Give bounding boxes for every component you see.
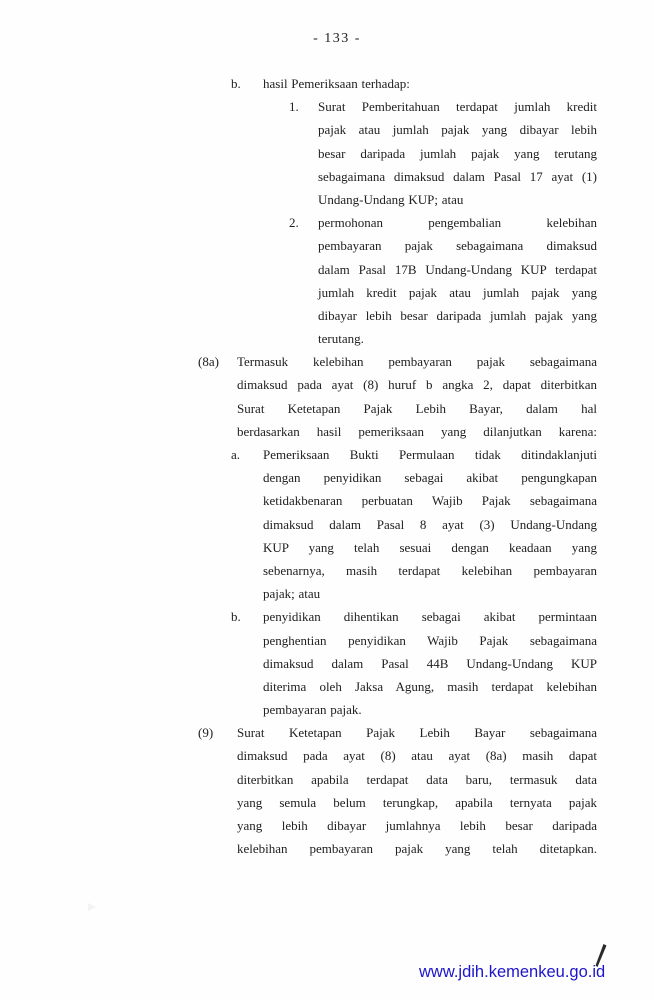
list-item: [198, 95, 597, 211]
pen-mark-icon: [588, 938, 614, 972]
text-line: pajak atau jumlah pajak yang dibayar lebih: [318, 122, 597, 138]
text-line: dibayar lebih besar daripada jumlah pajak yang: [318, 307, 597, 323]
text-line: besar daripada jumlah pajak yang terutang: [318, 145, 597, 161]
list-item: [198, 443, 597, 605]
document-body: [198, 72, 597, 860]
scan-artifact: [86, 901, 98, 913]
list-item: [198, 211, 597, 350]
text-line: berdasarkan hasil pemeriksaan yang dilanjutkan karena:: [237, 423, 597, 439]
text-line: dimaksud pada ayat (8) huruf b angka 2, dapat diterbitkan: [237, 377, 597, 393]
text-line: hasil Pemeriksaan terhadap:: [263, 76, 410, 91]
text-line: jumlah kredit pajak atau jumlah pajak yang: [318, 284, 597, 300]
list-item: [198, 350, 597, 443]
item-lines: [318, 95, 597, 211]
item-lines: [237, 350, 597, 443]
text-line: dimaksud dalam Pasal 44B Undang-Undang KUP: [263, 655, 597, 671]
item-marker: 1.: [289, 99, 299, 115]
text-line: yang lebih dibayar jumlahnya lebih besar daripada: [237, 818, 597, 833]
text-line: sebagaimana dimaksud dalam Pasal 17 ayat (1): [318, 168, 597, 184]
text-line: Surat Ketetapan Pajak Lebih Bayar sebagaimana: [237, 725, 597, 741]
text-line: penghentian penyidikan Wajib Pajak sebagaimana: [263, 632, 597, 648]
text-line: dalam Pasal 17B Undang-Undang KUP terdapat: [318, 261, 597, 277]
list-item: [198, 72, 597, 95]
text-line: yang semula belum terungkap, apabila ternyata pajak: [237, 794, 597, 810]
item-lines: [237, 721, 597, 860]
text-line: dimaksud pada ayat (8) atau ayat (8a) masih dapat: [237, 748, 597, 764]
text-line: Termasuk kelebihan pembayaran pajak sebagaimana: [237, 354, 597, 370]
text-line: pajak; atau: [263, 586, 321, 602]
item-lines: [263, 605, 597, 721]
text-line: dimaksud dalam Pasal 8 ayat (3) Undang-Undang: [263, 516, 597, 532]
item-marker: (8a): [198, 354, 219, 370]
text-line: penyidikan dihentikan sebagai akibat permintaan: [263, 609, 597, 625]
item-marker: b.: [231, 76, 241, 91]
footer-link[interactable]: www.jdih.kemenkeu.go.id: [419, 963, 606, 981]
text-line: ketidakbenaran perbuatan Wajib Pajak sebagaimana: [263, 493, 597, 509]
text-line: pembayaran pajak sebagaimana dimaksud: [318, 238, 597, 254]
text-line: pembayaran pajak.: [263, 702, 362, 718]
item-marker: b.: [231, 609, 241, 625]
text-line: diterbitkan apabila terdapat data baru, termasuk data: [237, 771, 597, 787]
text-line: Surat Ketetapan Pajak Lebih Bayar, dalam hal: [237, 400, 597, 416]
text-line: dengan penyidikan sebagai akibat pengungkapan: [263, 470, 597, 486]
item-marker: (9): [198, 725, 214, 741]
text-line: KUP yang telah sesuai dengan keadaan yang: [263, 539, 597, 555]
item-lines: [263, 443, 597, 605]
text-line: sebenarnya, masih terdapat kelebihan pembayaran: [263, 562, 597, 578]
text-line: Undang-Undang KUP; atau: [318, 191, 464, 207]
text-line: Surat Pemberitahuan terdapat jumlah kredit: [318, 99, 597, 115]
list-item: [198, 721, 597, 860]
text-line: Pemeriksaan Bukti Permulaan tidak ditindaklanjuti: [263, 447, 597, 462]
item-marker: a.: [231, 447, 241, 462]
item-lines: [318, 211, 597, 350]
text-line: diterima oleh Jaksa Agung, masih terdapat kelebihan: [263, 678, 597, 694]
text-line: terutang.: [318, 331, 364, 347]
page-number: - 133 -: [313, 31, 361, 46]
item-lines: [263, 72, 597, 95]
text-line: permohonan pengembalian kelebihan: [318, 215, 597, 231]
text-line: kelebihan pembayaran pajak yang telah ditetapkan.: [237, 841, 597, 857]
list-item: [198, 605, 597, 721]
item-marker: 2.: [289, 215, 299, 231]
